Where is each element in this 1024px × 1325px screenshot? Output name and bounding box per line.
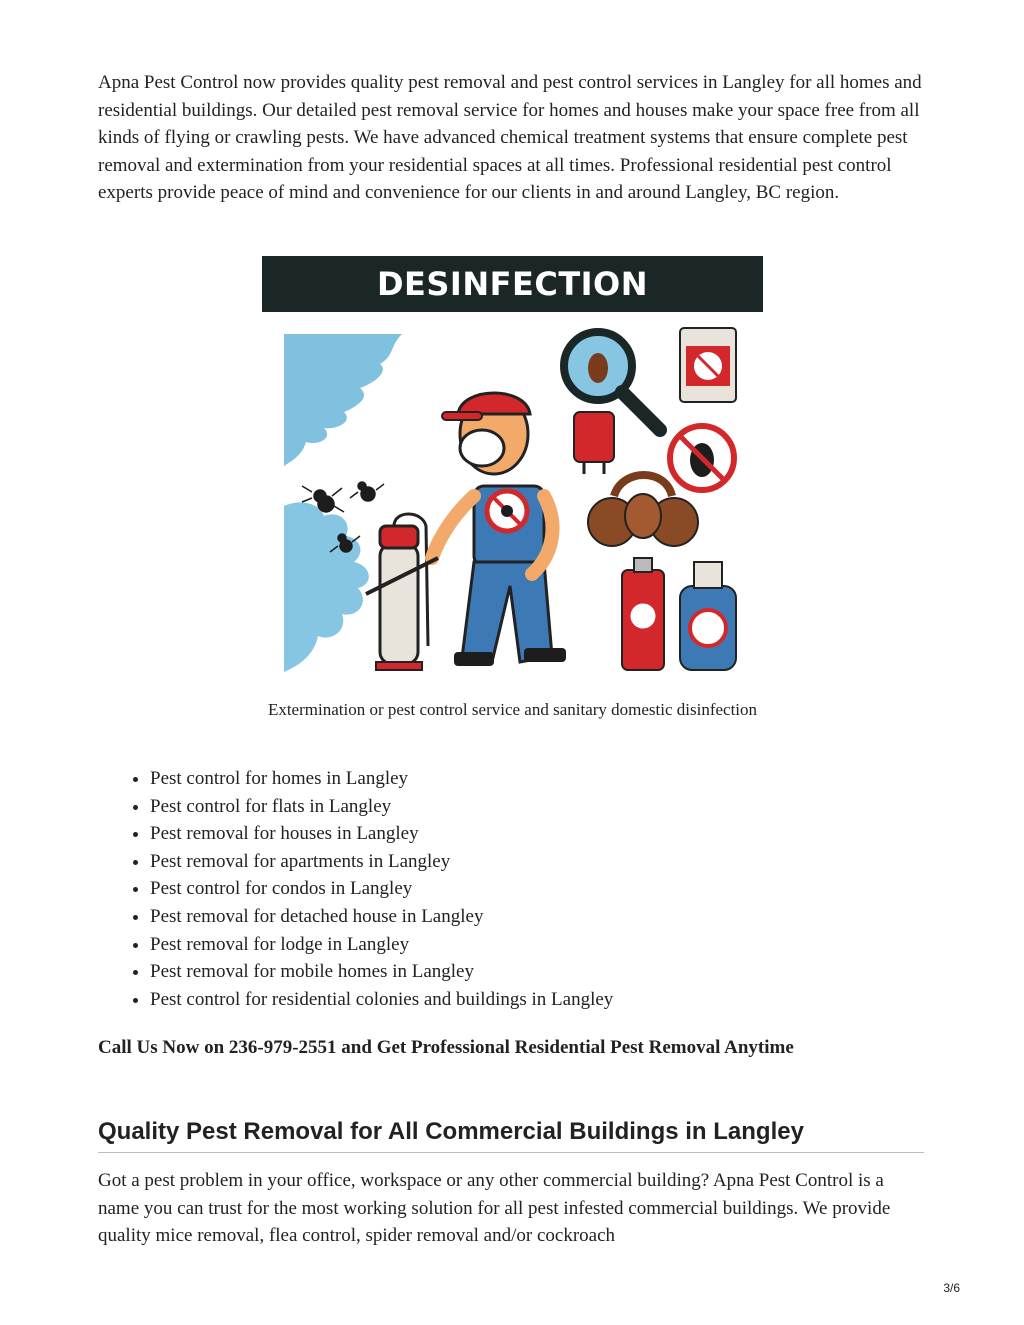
no-bugs-sign-icon xyxy=(670,426,734,490)
list-item: • Pest removal for mobile homes in Langley xyxy=(150,958,613,986)
list-item: • Pest removal for houses in Langley xyxy=(150,820,613,848)
list-item: • Pest removal for lodge in Langley xyxy=(150,931,613,959)
page-number: 3/6 xyxy=(943,1281,960,1295)
banner-title: DESINFECTION xyxy=(376,265,649,303)
electric-repeller-icon xyxy=(574,412,614,474)
spray-bottle-icon xyxy=(680,562,736,670)
pest-control-illustration xyxy=(262,326,763,686)
section-heading: Quality Pest Removal for All Commercial Buildings in Langley xyxy=(98,1118,924,1153)
section-paragraph: Got a pest problem in your office, workspace or any other commercial building? Apna Pest Control is a name you can trust for the most working solution for all pest infested commercial buildings. We provide quality mice removal, flea control, spider removal and/or cockroach xyxy=(98,1170,891,1247)
services-list xyxy=(120,765,613,1013)
figure-caption: Extermination or pest control service and sanitary domestic disinfection xyxy=(267,700,758,719)
intro-paragraph: Apna Pest Control now provides quality pest removal and pest control services in Langley for all homes and residential buildings. Our detailed pest removal service for homes and houses make your space free from all kinds of flying or crawling pests. We have advanced chemical treatment systems that ensure complete pest removal and extermination from your residential spaces at all times. Professional residential pest control experts provide peace of mind and convenience for our clients in and around Langley, BC region. xyxy=(98,72,922,204)
sprayer-tank-icon xyxy=(376,514,428,670)
list-item: • Pest control for residential colonies and buildings in Langley xyxy=(150,986,613,1014)
list-item: • Pest control for condos in Langley xyxy=(150,875,613,903)
figure-banner xyxy=(262,256,763,312)
list-item: • Pest control for flats in Langley xyxy=(150,793,613,821)
list-item: • Pest removal for detached house in Langley xyxy=(150,903,613,931)
disinfection-figure xyxy=(262,256,763,312)
aerosol-can-icon xyxy=(622,558,664,670)
list-item: • Pest removal for apartments in Langley xyxy=(150,848,613,876)
poison-box-icon xyxy=(680,328,736,402)
call-to-action: Call Us Now on 236-979-2551 and Get Professional Residential Pest Removal Anytime xyxy=(98,1037,794,1058)
list-item: • Pest control for homes in Langley xyxy=(150,765,613,793)
